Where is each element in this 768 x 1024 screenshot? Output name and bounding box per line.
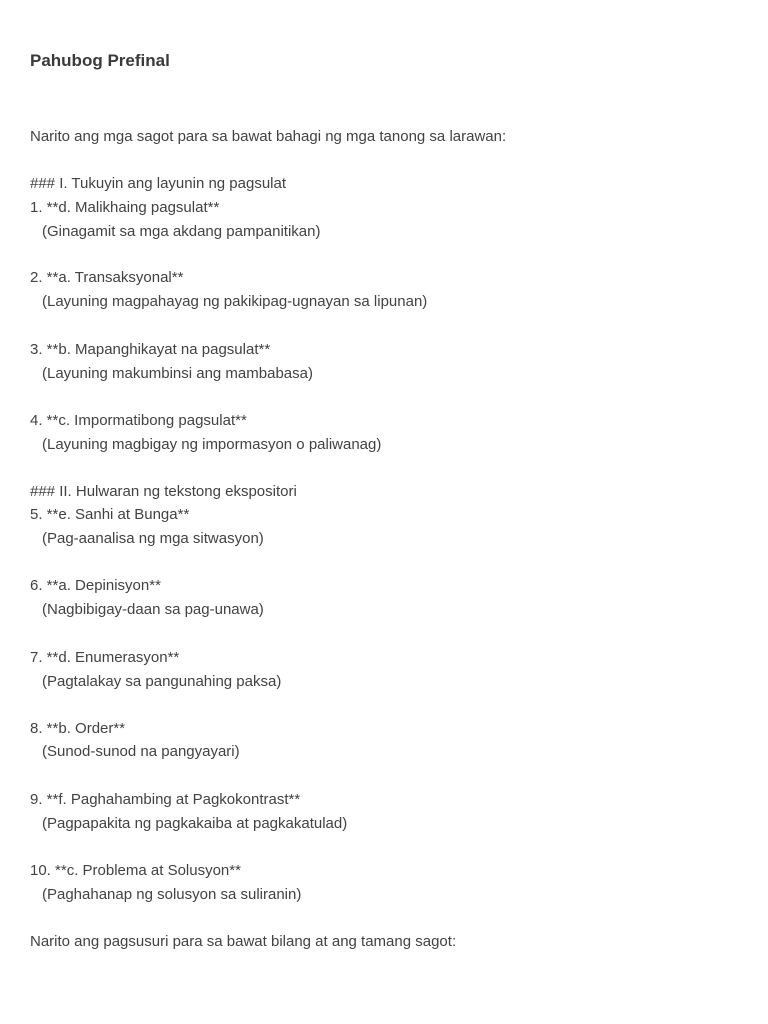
note-4: (Layuning magbigay ng impormasyon o paliwanag): [42, 436, 382, 453]
answer-1: 1. **d. Malikhaing pagsulat**: [30, 199, 220, 216]
note-7: (Pagtalakay sa pangunahing paksa): [42, 673, 282, 690]
answer-7: 7. **d. Enumerasyon**: [30, 649, 180, 666]
section-heading-1: ### I. Tukuyin ang layunin ng pagsulat: [30, 175, 287, 192]
note-10: (Paghahanap ng solusyon sa suliranin): [42, 886, 302, 903]
answer-5: 5. **e. Sanhi at Bunga**: [30, 506, 190, 523]
note-5: (Pag-aanalisa ng mga sitwasyon): [42, 530, 264, 547]
note-1: (Ginagamit sa mga akdang pampanitikan): [42, 223, 321, 240]
answer-8: 8. **b. Order**: [30, 720, 126, 737]
note-3: (Layuning makumbinsi ang mambabasa): [42, 365, 313, 382]
document-page: [30, 0, 750, 1024]
answer-2: 2. **a. Transaksyonal**: [30, 269, 184, 286]
note-9: (Pagpapakita ng pagkakaiba at pagkakatulad): [42, 815, 348, 832]
answer-4: 4. **c. Impormatibong pagsulat**: [30, 412, 247, 429]
closing-text: Narito ang pagsusuri para sa bawat bilang at ang tamang sagot:: [30, 933, 457, 950]
answer-6: 6. **a. Depinisyon**: [30, 577, 161, 594]
answer-10: 10. **c. Problema at Solusyon**: [30, 862, 241, 879]
note-8: (Sunod-sunod na pangyayari): [42, 743, 240, 760]
answer-9: 9. **f. Paghahambing at Pagkokontrast**: [30, 791, 301, 808]
note-2: (Layuning magpahayag ng pakikipag-ugnayan sa lipunan): [42, 293, 428, 310]
section-heading-2: ### II. Hulwaran ng tekstong ekspositori: [30, 483, 297, 500]
intro-text: Narito ang mga sagot para sa bawat bahagi ng mga tanong sa larawan:: [30, 128, 507, 145]
answer-3: 3. **b. Mapanghikayat na pagsulat**: [30, 341, 271, 358]
note-6: (Nagbibigay-daan sa pag-unawa): [42, 601, 264, 618]
document-title: Pahubog Prefinal: [30, 51, 170, 70]
